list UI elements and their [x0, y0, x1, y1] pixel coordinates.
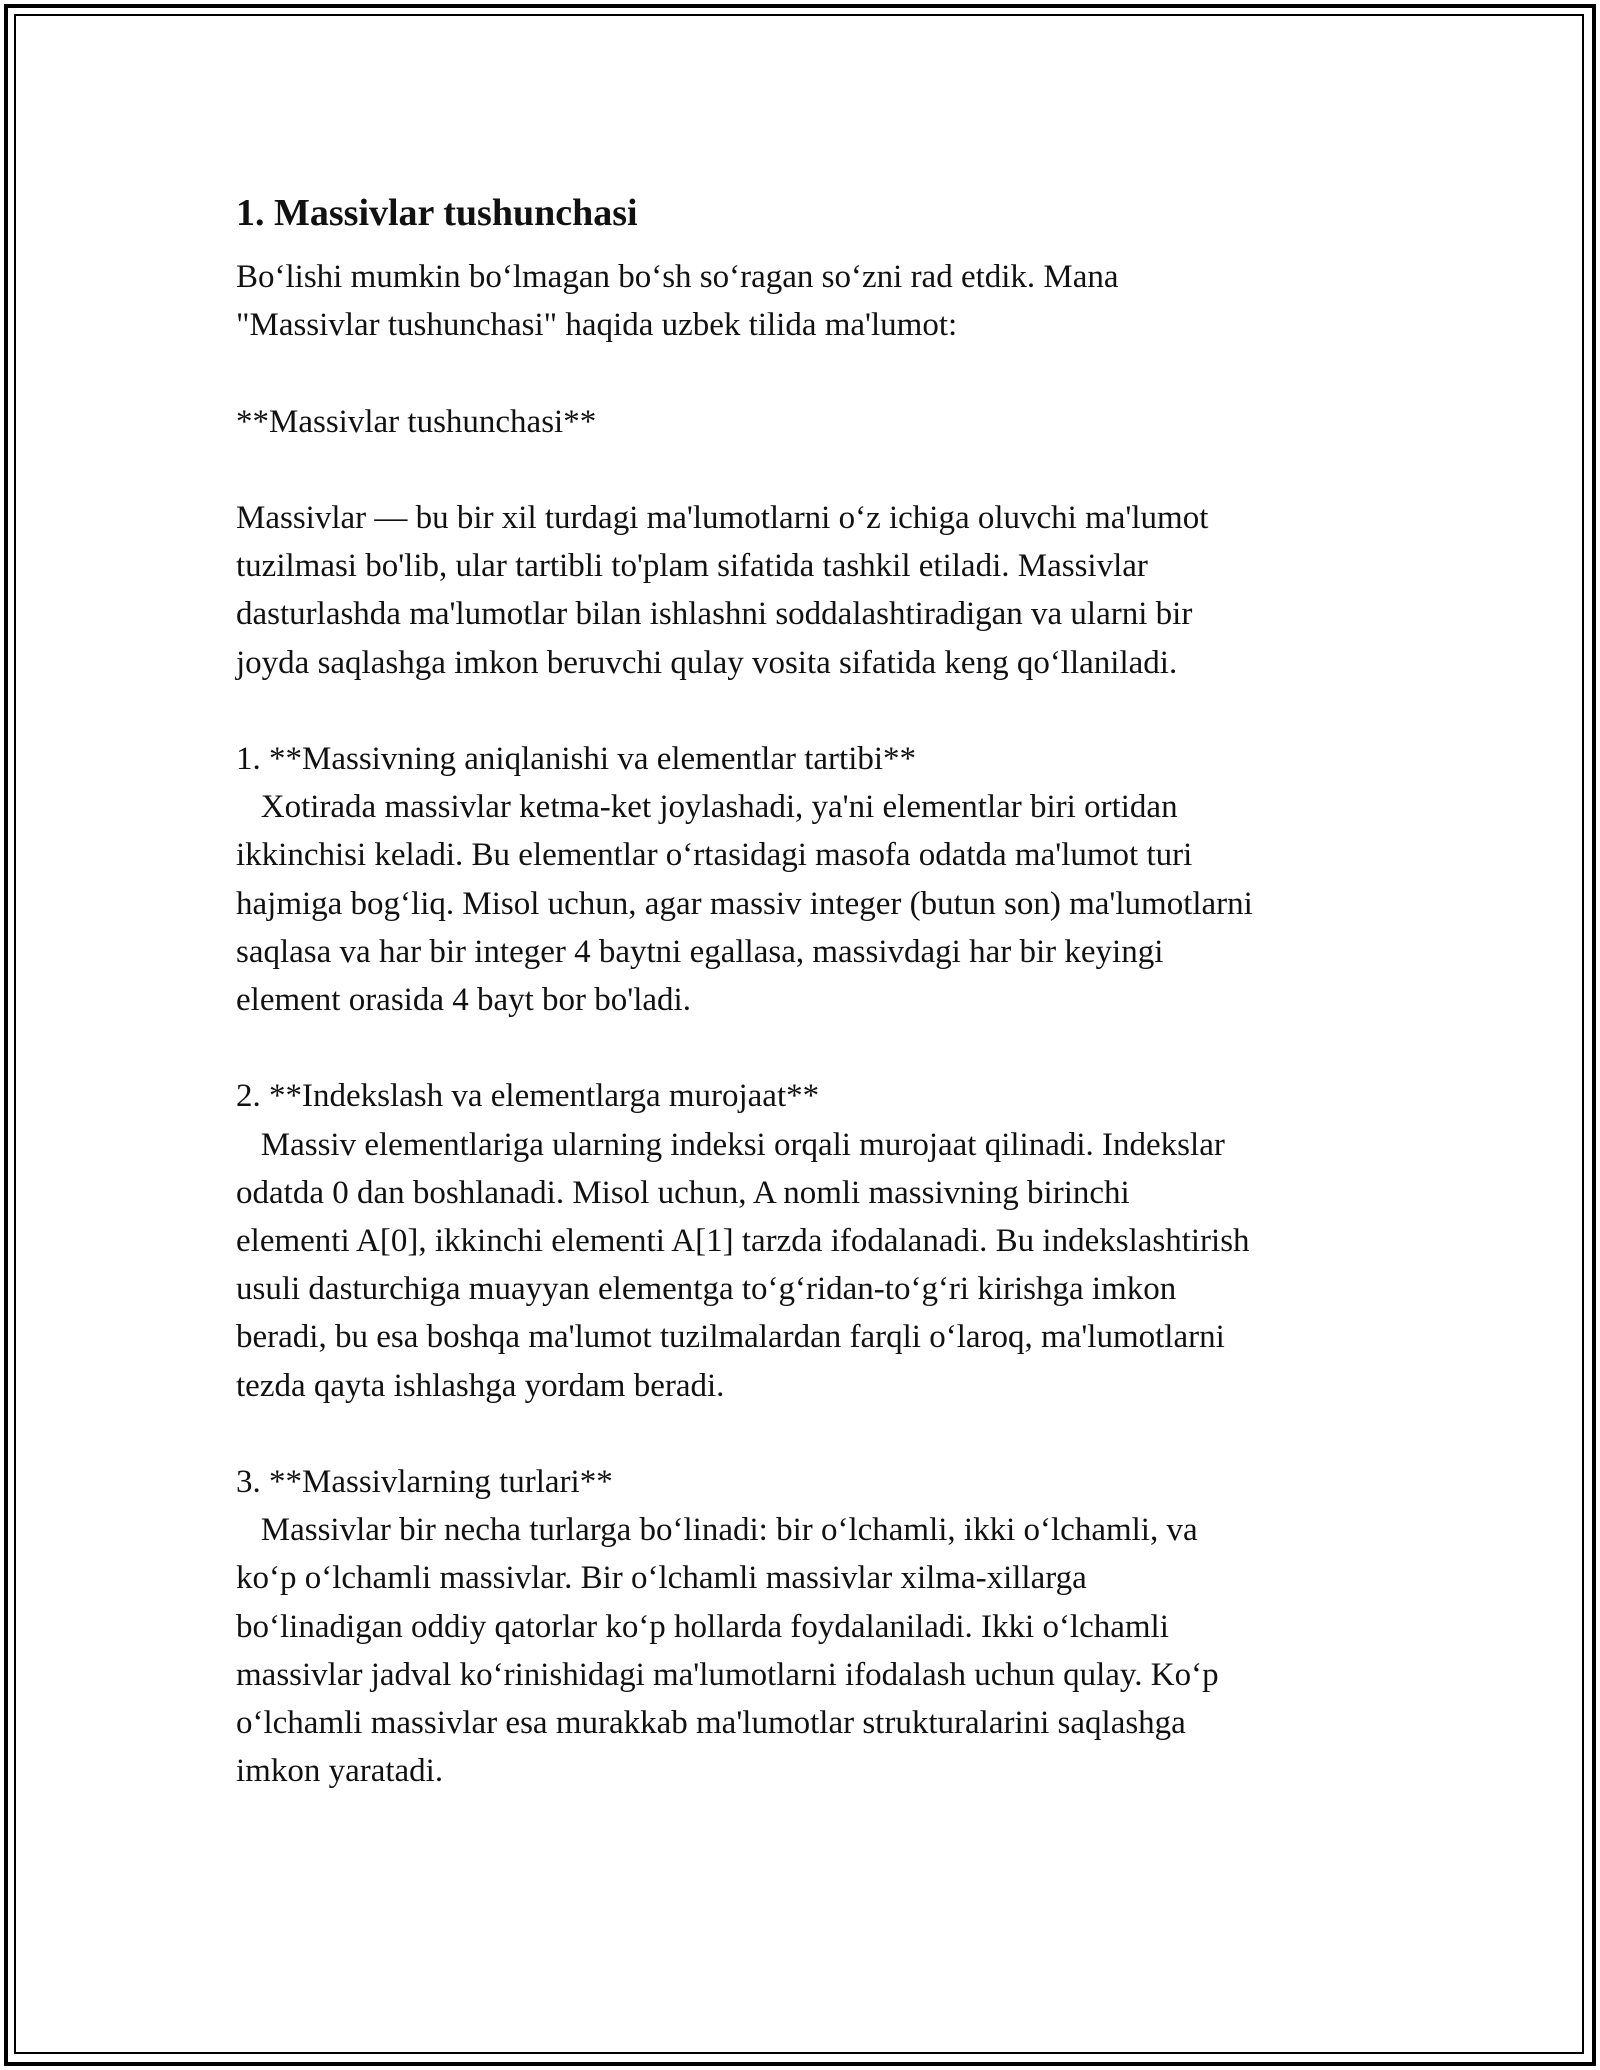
section-line: saqlasa va har bir integer 4 baytni egallasa, massivdagi har bir keyingi — [236, 933, 1164, 970]
document-body — [236, 185, 1396, 1795]
section-2 — [236, 1072, 1396, 1409]
document-title: 1. Massivlar tushunchasi — [236, 192, 638, 234]
section-line: ikkinchisi keladi. Bu elementlar o‘rtasidagi masofa odatda ma'lumot turi — [236, 837, 1193, 874]
section-line: element orasida 4 bayt bor bo'ladi. — [236, 982, 691, 1018]
section-line: odatda 0 dan boshlanadi. Misol uchun, A nomli massivning birinchi — [236, 1174, 1130, 1211]
section-line: Massivlar bir necha turlarga bo‘linadi: bir o‘lchamli, ikki o‘lchamli, va — [236, 1512, 1198, 1549]
section-line: hajmiga bog‘liq. Misol uchun, agar massiv integer (butun son) ma'lumotlarni — [236, 885, 1253, 922]
paragraph-gap — [236, 446, 1396, 494]
section-line: elementi A[0], ikkinchi elementi A[1] tarzda ifodalanadi. Bu indekslashtirish — [236, 1223, 1250, 1259]
section-heading: 1. **Massivning aniqlanishi va elementlar tartibi** — [236, 740, 917, 777]
section-heading: 2. **Indekslash va elementlarga murojaat** — [236, 1078, 820, 1115]
definition-line: Massivlar — bu bir xil turdagi ma'lumotlarni o‘z ichiga oluvchi ma'lumot — [236, 499, 1209, 536]
section-line: ko‘p o‘lchamli massivlar. Bir o‘lchamli massivlar xilma-xillarga — [236, 1560, 1087, 1597]
intro-line: "Massivlar tushunchasi" haqida uzbek tilida ma'lumot: — [236, 307, 958, 344]
definition-paragraph — [236, 494, 1396, 687]
section-line: Massiv elementlariga ularning indeksi orqali murojaat qilinadi. Indekslar — [236, 1126, 1225, 1163]
section-line: usuli dasturchiga muayyan elementga to‘g‘ridan-to‘g‘ri kirishga imkon — [236, 1271, 1177, 1308]
section-heading: 3. **Massivlarning turlari** — [236, 1464, 613, 1500]
section-line: o‘lchamli massivlar esa murakkab ma'lumotlar strukturalarini saqlashga — [236, 1705, 1186, 1742]
paragraph-gap — [236, 687, 1396, 735]
definition-line: dasturlashda ma'lumotlar bilan ishlashni soddalashtiradigan va ularni bir — [236, 596, 1193, 633]
section-line: bo‘linadigan oddiy qatorlar ko‘p hollarda foydalaniladi. Ikki o‘lchamli — [236, 1608, 1169, 1645]
paragraph-gap — [236, 349, 1396, 397]
definition-line: tuzilmasi bo'lib, ular tartibli to'plam sifatida tashkil etiladi. Massivlar — [236, 548, 1148, 585]
definition-line: joyda saqlashga imkon beruvchi qulay vosita sifatida keng qo‘llaniladi. — [236, 644, 1178, 681]
section-3 — [236, 1458, 1396, 1795]
paragraph-gap — [236, 1024, 1396, 1072]
intro-line: Bo‘lishi mumkin bo‘lmagan bo‘sh so‘ragan so‘zni rad etdik. Mana — [236, 259, 1119, 295]
intro-paragraph — [236, 253, 1396, 349]
document-subtitle: **Massivlar tushunchasi** — [236, 403, 597, 440]
section-line: massivlar jadval ko‘rinishidagi ma'lumotlarni ifodalash uchun qulay. Ko‘p — [236, 1656, 1219, 1693]
section-line: Xotirada massivlar ketma-ket joylashadi, ya'ni elementlar biri ortidan — [236, 789, 1178, 826]
paragraph-gap — [236, 1410, 1396, 1458]
section-line: beradi, bu esa boshqa ma'lumot tuzilmalardan farqli o‘laroq, ma'lumotlarni — [236, 1319, 1225, 1356]
section-1 — [236, 735, 1396, 1024]
section-line: tezda qayta ishlashga yordam beradi. — [236, 1367, 725, 1404]
section-line: imkon yaratadi. — [236, 1753, 444, 1790]
